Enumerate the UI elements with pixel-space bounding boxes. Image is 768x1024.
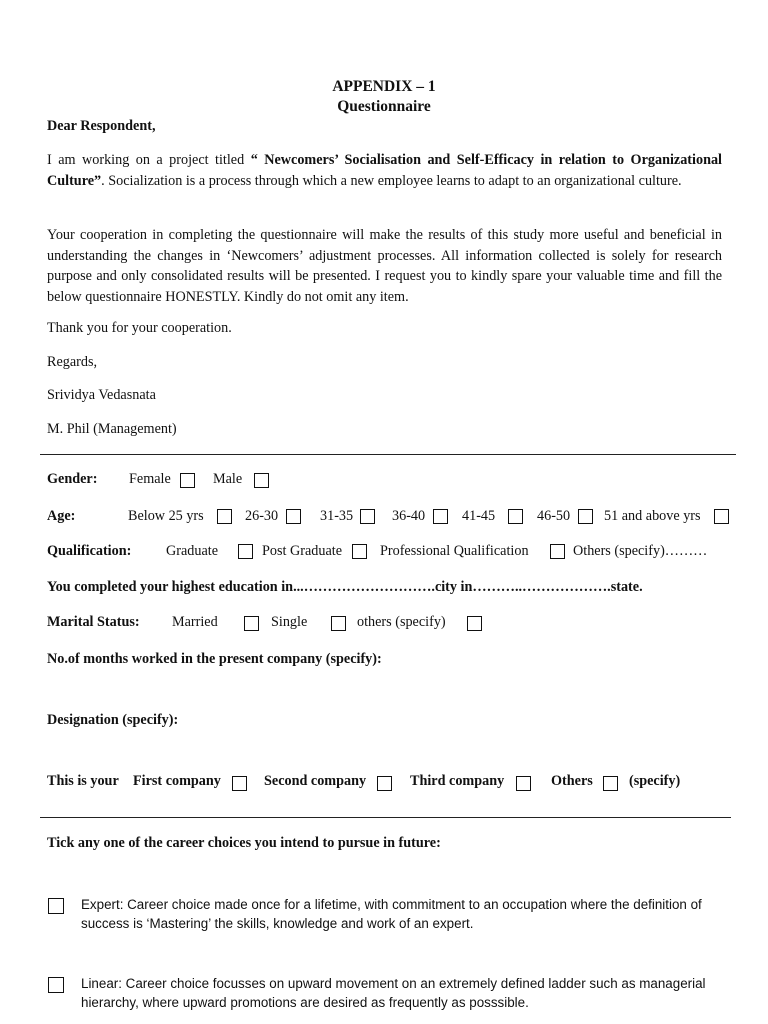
marital-others-checkbox[interactable] — [467, 616, 482, 631]
company-option-third: Third company — [410, 773, 505, 789]
salutation: Dear Respondent, — [47, 118, 156, 134]
single-checkbox[interactable] — [331, 616, 346, 631]
age-option-46-50: 46-50 — [537, 508, 571, 524]
qualification-option-graduate: Graduate — [166, 543, 218, 559]
gender-option-female: Female — [129, 471, 171, 487]
first-company-checkbox[interactable] — [232, 776, 247, 791]
marital-option-others: others (specify) — [357, 614, 446, 630]
intro-text-end: . Socialization is a process through which a new employee learns to adapt to an organizational culture. — [101, 172, 682, 189]
marital-option-married: Married — [172, 614, 218, 630]
education-line: You completed your highest education in...……………………….city in………..……………….state. — [47, 579, 643, 595]
age-46-50-checkbox[interactable] — [578, 509, 593, 524]
project-title: “ Newcomers’ Socialisation and Self-Efficacy in relation to Organizational Culture” — [47, 152, 722, 189]
age-option-41-45: 41-45 — [462, 508, 496, 524]
age-option-36-40: 36-40 — [392, 508, 426, 524]
age-41-45-checkbox[interactable] — [508, 509, 523, 524]
age-below-25-checkbox[interactable] — [217, 509, 232, 524]
qualification-option-professional: Professional Qualification — [380, 543, 529, 559]
marital-option-single: Single — [271, 614, 308, 630]
company-option-first: First company — [133, 773, 221, 789]
cooperation-paragraph: Your cooperation in completing the questionnaire will make the results of this study more useful and beneficial in understanding the changes in ‘Newcomers’ adjustment processes. All information collected is solely for research purpose and only consolidated results will be presented. I request you to kindly spare your valuable time and fill the below questionnaire HONESTLY. Kindly do not omit any item. — [47, 227, 722, 305]
career-heading: Tick any one of the career choices you intend to pursue in future: — [47, 835, 441, 851]
career-linear-checkbox[interactable] — [48, 977, 64, 993]
graduate-checkbox[interactable] — [238, 544, 253, 559]
career-option-linear: Linear: Career choice focusses on upward movement on an extremely defined ladder such as managerial hierarchy, where upward promotions are desired as frequently as posssible. — [81, 976, 706, 1010]
company-option-others: Others — [551, 773, 593, 789]
post-graduate-checkbox[interactable] — [352, 544, 367, 559]
age-option-51-above: 51 and above yrs — [604, 508, 701, 524]
questionnaire-subtitle: Questionnaire — [337, 98, 431, 115]
qualification-option-others: Others (specify)……… — [573, 543, 708, 559]
gender-option-male: Male — [213, 471, 243, 487]
age-51-above-checkbox[interactable] — [714, 509, 729, 524]
career-option-expert: Expert: Career choice made once for a lifetime, with commitment to an occupation where the definition of success is ‘Mastering’ the skills, knowledge and work of an expert. — [81, 897, 702, 931]
company-option-second: Second company — [264, 773, 367, 789]
intro-text-start: I am working on a project titled — [47, 152, 251, 168]
divider-top — [40, 454, 736, 455]
qualification-label: Qualification: — [47, 543, 132, 559]
third-company-checkbox[interactable] — [516, 776, 531, 791]
qualification-option-post-graduate: Post Graduate — [262, 543, 342, 559]
company-label: This is your — [47, 773, 119, 789]
regards-line: Regards, — [47, 354, 98, 370]
age-option-31-35: 31-35 — [320, 508, 354, 524]
age-31-35-checkbox[interactable] — [360, 509, 375, 524]
professional-checkbox[interactable] — [550, 544, 565, 559]
author-degree: M. Phil (Management) — [47, 421, 177, 437]
author-name: Srividya Vedasnata — [47, 387, 156, 403]
others-company-checkbox[interactable] — [603, 776, 618, 791]
designation-label: Designation (specify): — [47, 712, 179, 728]
age-label: Age: — [47, 508, 76, 524]
second-company-checkbox[interactable] — [377, 776, 392, 791]
male-checkbox[interactable] — [254, 473, 269, 488]
gender-label: Gender: — [47, 471, 98, 487]
age-option-26-30: 26-30 — [245, 508, 279, 524]
company-specify: (specify) — [629, 773, 681, 789]
age-26-30-checkbox[interactable] — [286, 509, 301, 524]
thanks-line: Thank you for your cooperation. — [47, 320, 232, 336]
intro-paragraph — [47, 150, 722, 191]
divider-bottom — [40, 817, 731, 818]
age-36-40-checkbox[interactable] — [433, 509, 448, 524]
career-expert-checkbox[interactable] — [48, 898, 64, 914]
age-option-below-25: Below 25 yrs — [128, 508, 204, 524]
months-worked-label: No.of months worked in the present company (specify): — [47, 651, 382, 667]
female-checkbox[interactable] — [180, 473, 195, 488]
marital-status-label: Marital Status: — [47, 614, 140, 630]
married-checkbox[interactable] — [244, 616, 259, 631]
appendix-title: APPENDIX – 1 — [332, 78, 436, 95]
